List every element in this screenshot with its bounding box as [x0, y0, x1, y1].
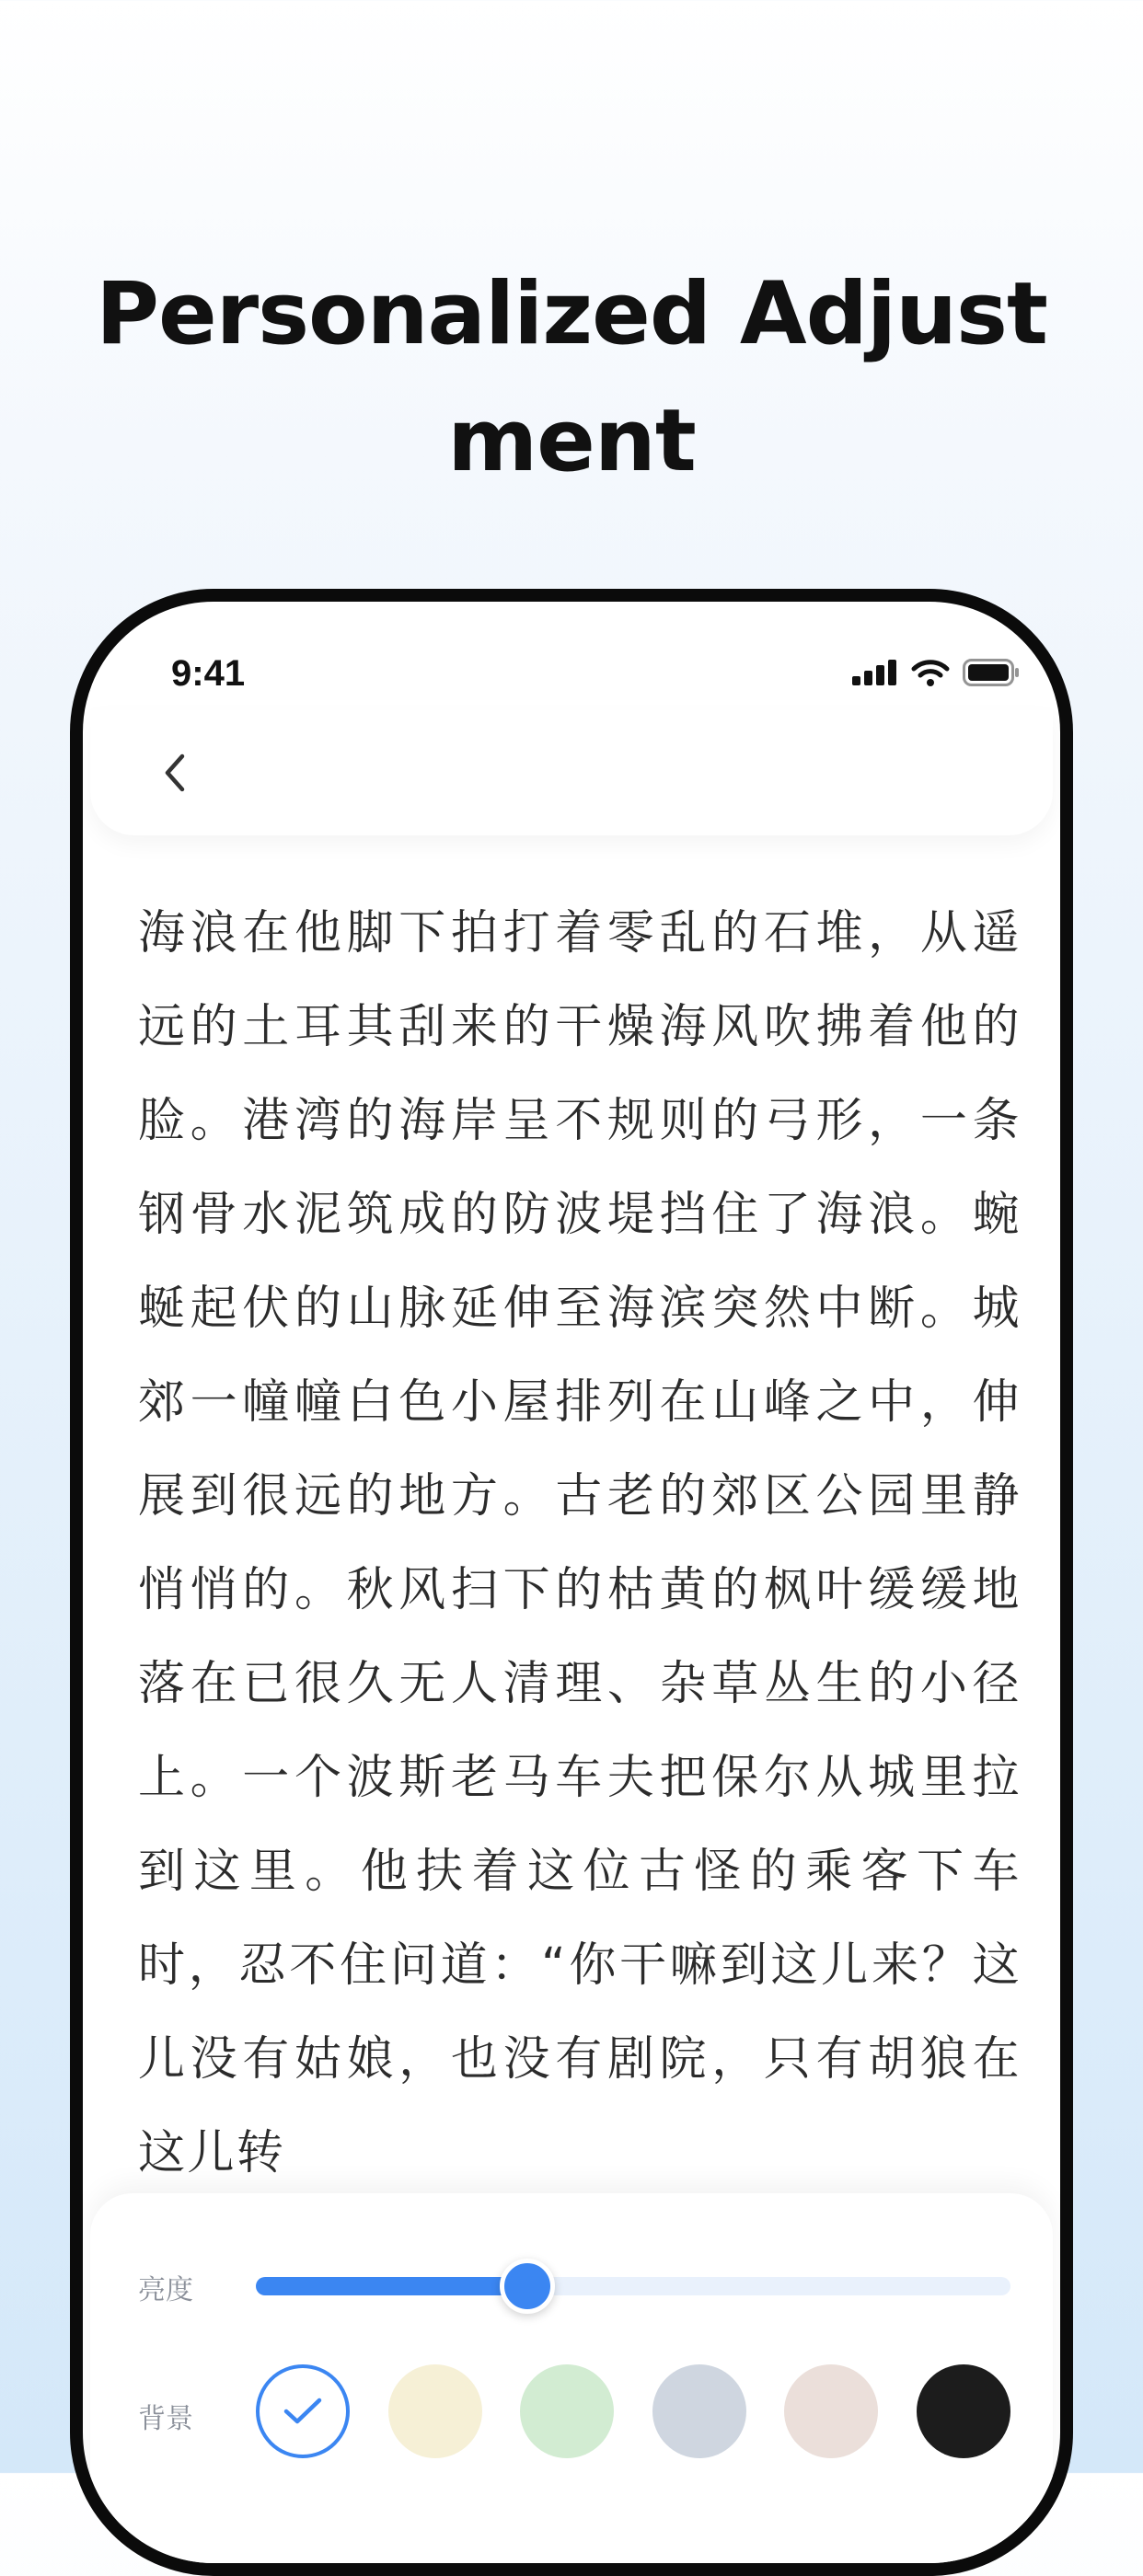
- headline-line-2: ment: [447, 390, 696, 491]
- background-swatch-black[interactable]: [917, 2364, 1010, 2458]
- status-time: 9:41: [171, 653, 246, 694]
- background-swatch-cream[interactable]: [388, 2364, 482, 2458]
- phone-frame: [70, 589, 1073, 2576]
- brightness-slider[interactable]: [256, 2277, 1010, 2295]
- background-label: 背景: [138, 2403, 193, 2435]
- chevron-left-icon: [163, 753, 187, 793]
- wifi-icon: [911, 659, 950, 686]
- checkmark-icon: [283, 2397, 323, 2426]
- cellular-signal-icon: [852, 660, 898, 685]
- settings-panel: [90, 2193, 1053, 2576]
- status-icons: [852, 659, 1020, 686]
- nav-bar: [90, 710, 1053, 835]
- background-swatch-green[interactable]: [520, 2364, 614, 2458]
- headline-line-1: Personalized Adjust: [96, 263, 1047, 364]
- reading-text: 海浪在他脚下拍打着零乱的石堆，从遥远的土耳其刮来的干燥海风吹拂着他的脸。港湾的海岸呈不规则的弓形，一条钢骨水泥筑成的防波堤挡住了海浪。蜿蜒起伏的山脉延伸至海滨突然中断。城郊一幢幢白色小屋排列在山峰之中，伸展到很远的地方。古老的郊区公园里静悄悄的。秋风扫下的枯黄的枫叶缓缓地落在已很久无人清理、杂草丛生的小径上。一个波斯老马车夫把保尔从城里拉到这里。他扶着这位古怪的乘客下车时，忍不住问道：“你干嘛到这儿来？这儿没有姑娘，也没有剧院，只有胡狼在这儿转: [138, 906, 1022, 2180]
- background-swatch-white[interactable]: [256, 2364, 350, 2458]
- brightness-label: 亮度: [138, 2274, 193, 2306]
- background-swatches: [256, 2364, 1010, 2460]
- background-swatch-pink-beige[interactable]: [784, 2364, 878, 2458]
- page-headline: [0, 251, 1143, 505]
- brightness-slider-fill: [256, 2277, 527, 2295]
- background-swatch-gray-blue[interactable]: [652, 2364, 746, 2458]
- back-button[interactable]: [147, 745, 202, 800]
- battery-icon: [963, 659, 1020, 686]
- brightness-slider-thumb[interactable]: [500, 2259, 555, 2314]
